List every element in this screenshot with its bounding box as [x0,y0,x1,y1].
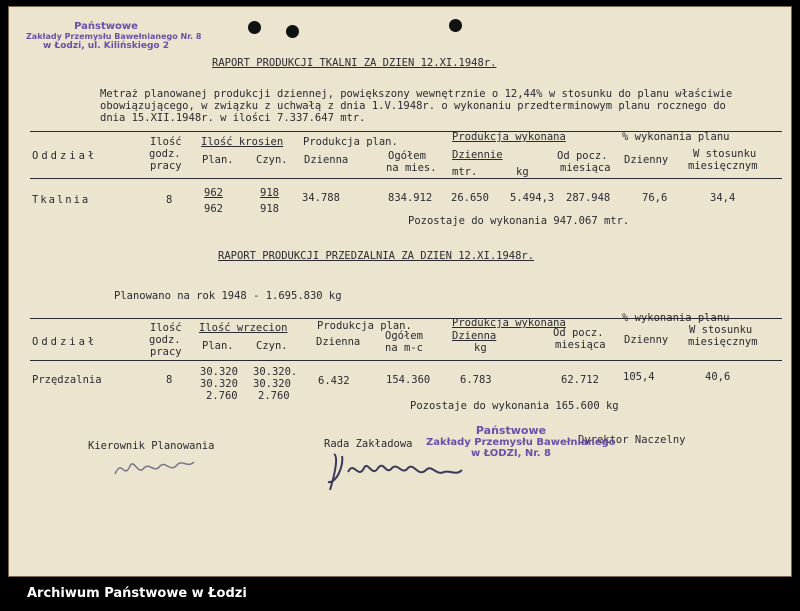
col-header: Od pocz. [553,327,604,339]
col-header: Ogółem [388,150,426,162]
stamp-line: Państwowe [74,21,138,32]
cell-ogolem: 834.912 [388,192,433,204]
remaining-text: Pozostaje do wykonania 947.067 mtr. [408,215,630,227]
stamp-line: Zakłady Przemysłu Bawełnianego Nr. 8 [26,32,202,41]
col-header: Plan. [202,154,234,166]
col-header: Dziennie [452,149,503,161]
signature-label: Dyrektor Naczelny [578,434,686,446]
col-header: Ilość krosien [201,136,284,148]
cell-czyn: 918 [260,187,279,199]
col-header: Ilość [150,322,182,334]
col-header: Oddział [32,150,98,162]
cell-godz: 8 [166,374,173,386]
punch-hole [286,25,299,38]
cell-od-pocz: 287.948 [566,192,611,204]
cell-mtr: 26.650 [451,192,489,204]
cell-plan: 962 [204,187,223,199]
table-rule [30,360,782,361]
table-rule [30,178,782,179]
stamp-line: w ŁODZI, Nr. 8 [471,448,551,459]
col-header: Produkcja plan. [317,320,412,332]
col-header: kg [474,342,487,354]
col-header: Plan. [202,340,234,352]
cell-dzienna: 34.788 [302,192,340,204]
col-header: Czyn. [256,340,288,352]
stamp-line: Państwowe [475,424,547,437]
col-header: godz. [149,334,181,346]
cell-od-pocz: 62.712 [561,374,599,386]
col-header: miesięcznym [688,336,758,348]
cell-w-stos: 34,4 [710,192,736,204]
paragraph-line: Metraż planowanej produkcji dziennej, powiększony wewnętrznie o 12,44% w stosunku do planu właściwie [100,88,733,100]
col-header: Dzienny [624,154,669,166]
col-header: miesiąca [555,339,606,351]
col-header: Dzienna [316,336,361,348]
col-header: Ogółem [385,330,423,342]
col-header: W stosunku [689,324,753,336]
cell-plan: 962 [204,203,223,215]
archive-footer [0,577,800,611]
planned-text: Planowano na rok 1948 - 1.695.830 kg [114,290,342,302]
col-header: mtr. [452,166,478,178]
cell-kg: 5.494,3 [510,192,555,204]
signature-rada [320,450,470,495]
col-header: Ilość [150,136,182,148]
col-header: % wykonania planu [622,131,730,143]
col-header: pracy [150,160,182,172]
col-header: Produkcja plan. [303,136,398,148]
punch-hole [449,19,462,32]
cell-w-stos: 40,6 [705,371,731,383]
col-header: Produkcja wykonana [452,317,566,329]
remaining-text: Pozostaje do wykonania 165.600 kg [410,400,619,412]
col-header: na mies. [386,162,437,174]
stamp-line: w Łodzi, ul. Kilińskiego 2 [43,41,169,51]
col-header: Ilość wrzecion [199,322,288,334]
signature-label: Rada Zakładowa [324,438,413,450]
cell-czyn: 30.320 [253,378,291,390]
col-header: W stosunku [693,148,757,160]
report-title: RAPORT PRODUKCJI TKALNI ZA DZIEN 12.XI.1948r. [212,57,497,69]
cell-ogolem: 154.360 [386,374,431,386]
cell-plan: 2.760 [206,390,238,402]
paragraph-line: obowiązującego, w związku z uchwałą z dnia 1.V.1948r. o wykonaniu przedterminowym planu rocznego do [100,100,726,112]
punch-hole [248,21,261,34]
paragraph-line: dnia 15.XII.1948r. w ilości 7.337.647 mtr. [100,112,366,124]
col-header: miesiąca [560,162,611,174]
col-header: na m-c [385,342,423,354]
col-header: Od pocz. [557,150,608,162]
cell-czyn: 918 [260,203,279,215]
col-header: Oddział [32,336,98,348]
col-header: miesięcznym [688,160,758,172]
row-label: Tkalnia [32,194,91,206]
cell-plan: 30.320 [200,366,238,378]
row-label: Przędzalnia [32,374,102,386]
col-header: % wykonania planu [622,312,730,324]
signature-kierownik [110,454,200,484]
cell-czyn: 30.320. [253,366,298,378]
col-header: pracy [150,346,182,358]
cell-dzienny: 105,4 [623,371,655,383]
col-header: kg [516,166,529,178]
col-header: Produkcja wykonana [452,131,566,143]
cell-dzienna: 6.432 [318,375,350,387]
col-header: Dzienna [452,330,497,342]
cell-kg: 6.783 [460,374,492,386]
col-header: Dzienny [624,334,669,346]
report-title: RAPORT PRODUKCJI PRZEDZALNIA ZA DZIEN 12.XI.1948r. [218,250,535,262]
cell-czyn: 2.760 [258,390,290,402]
col-header: godz. [149,148,181,160]
cell-plan: 30.320 [200,378,238,390]
stamp-line: Zakłady Przemysłu Bawełnianego [426,437,616,448]
signature-label: Kierownik Planowania [88,440,215,452]
institution-stamp [26,21,202,51]
col-header: Czyn. [256,154,288,166]
cell-godz: 8 [166,194,173,206]
archive-name: Archiwum Państwowe w Łodzi [27,586,247,601]
cell-dzienny: 76,6 [642,192,668,204]
col-header: Dzienna [304,154,349,166]
